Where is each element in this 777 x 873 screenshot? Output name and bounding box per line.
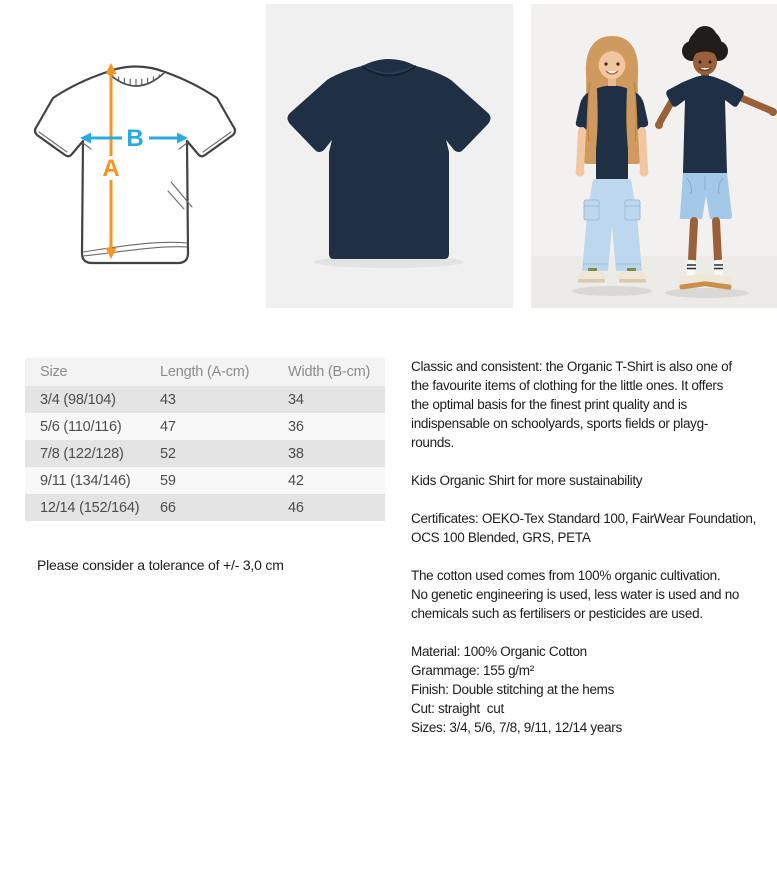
length-cell: 47 — [158, 413, 280, 440]
boy-hand — [769, 108, 777, 116]
boy-eye — [699, 61, 702, 64]
certificates-paragraph — [411, 509, 777, 547]
col-header-width: Width (B-cm) — [280, 358, 385, 386]
spec-finish: Finish: Double stitching at the hems — [411, 682, 615, 697]
width-cell: 34 — [280, 386, 385, 413]
table-row — [25, 467, 385, 494]
width-cell: 36 — [280, 413, 385, 440]
tolerance-note: Please consider a tolerance of +/- 3,0 cm — [37, 557, 284, 573]
text-line: No genetic engineering is used, less water is used and no — [411, 587, 740, 602]
specs-paragraph — [411, 642, 777, 737]
size-table — [25, 358, 385, 521]
floor — [531, 256, 777, 308]
boy-shadow — [665, 288, 749, 298]
kids-models-photo — [531, 4, 777, 308]
col-header-size: Size — [25, 358, 158, 386]
girl-hand — [640, 168, 649, 177]
col-header-length: Length (A-cm) — [158, 358, 280, 386]
boy-eye — [709, 61, 712, 64]
text-line: rounds. — [411, 435, 454, 450]
width-cell: 42 — [280, 467, 385, 494]
boy-smile — [699, 68, 711, 71]
length-cell: 66 — [158, 494, 280, 521]
spec-cut: Cut: straight cut — [411, 701, 504, 716]
size-cell: 7/8 (122/128) — [25, 440, 158, 467]
kids-models-svg — [531, 4, 777, 308]
length-cell: 52 — [158, 440, 280, 467]
width-cell: 38 — [280, 440, 385, 467]
table-row — [25, 413, 385, 440]
table-row — [25, 440, 385, 467]
spec-material: Material: 100% Organic Cotton — [411, 644, 587, 659]
text-line: the favourite items of clothing for the little ones. It offers — [411, 378, 724, 393]
boy-hand — [655, 121, 663, 129]
size-cell: 3/4 (98/104) — [25, 386, 158, 413]
size-cell: 5/6 (110/116) — [25, 413, 158, 440]
girl-shadow — [572, 286, 652, 296]
spec-sizes: Sizes: 3/4, 5/6, 7/8, 9/11, 12/14 years — [411, 720, 622, 735]
width-label: B — [126, 125, 144, 152]
tshirt-measure-diagram — [21, 56, 251, 270]
table-row — [25, 494, 385, 521]
measure-diagram-svg — [21, 56, 251, 270]
table-row — [25, 386, 385, 413]
intro-paragraph — [411, 357, 777, 452]
text-line: Classic and consistent: the Organic T-Shirt is also one of — [411, 359, 732, 374]
text-line: the optimal basis for the finest print quality and is — [411, 397, 688, 412]
text-line: Kids Organic Shirt for more sustainability — [411, 473, 643, 488]
length-cell: 59 — [158, 467, 280, 494]
width-cell: 46 — [280, 494, 385, 521]
text-line: indispensable on schoolyards, sports fields or playg- — [411, 416, 709, 431]
text-line: chemicals such as fertilisers or pesticides are used. — [411, 606, 703, 621]
size-cell: 12/14 (152/164) — [25, 494, 158, 521]
girl-eye — [604, 62, 607, 65]
flat-tshirt-svg — [266, 4, 513, 308]
size-cell: 9/11 (134/146) — [25, 467, 158, 494]
girl-eye — [616, 62, 619, 65]
product-description — [411, 357, 777, 737]
length-cell: 43 — [158, 386, 280, 413]
girl-hand — [576, 168, 585, 177]
text-line: The cotton used comes from 100% organic cultivation. — [411, 568, 721, 583]
flat-tshirt-photo — [266, 4, 513, 308]
spec-grammage: Grammage: 155 g/m² — [411, 663, 534, 678]
size-table-header — [25, 358, 385, 386]
sustainability-paragraph — [411, 471, 777, 490]
cotton-paragraph — [411, 566, 777, 623]
tshirt-outline — [35, 67, 235, 264]
text-line: OCS 100 Blended, GRS, PETA — [411, 530, 591, 545]
text-line: Certificates: OEKO-Tex Standard 100, FairWear Foundation, — [411, 511, 757, 526]
length-label: A — [102, 155, 120, 182]
